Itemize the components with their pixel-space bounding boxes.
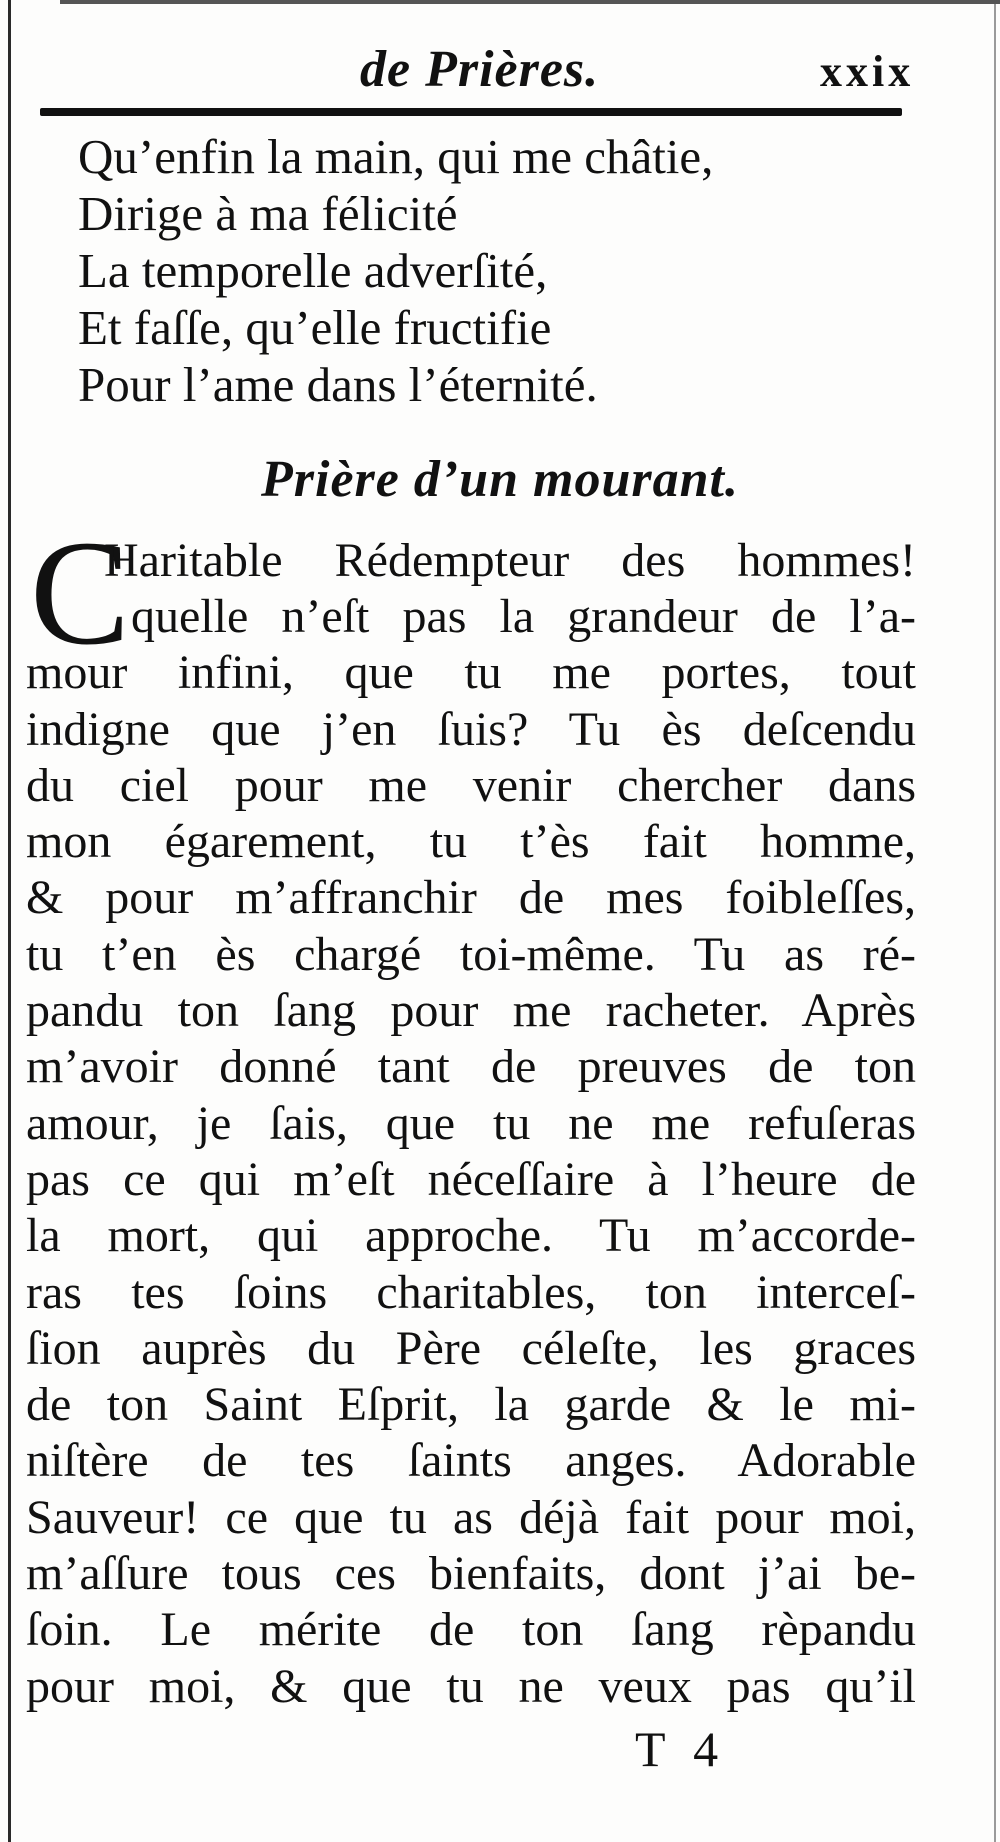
page-left-border — [8, 0, 11, 1842]
page-right-border — [994, 0, 996, 1842]
signature-mark: T 4 — [635, 1721, 727, 1777]
prose-line: pas ce qui m’eſt néceſſaire à l’heure de — [26, 1152, 916, 1206]
verse-line: Pour l’ame dans l’éternité. — [78, 357, 598, 412]
prose-line: m’aſſure tous ces bienfaits, dont j’ai be- — [26, 1547, 916, 1601]
page-header — [0, 40, 1000, 110]
page-top-edge — [60, 0, 1000, 4]
prose-line: mour infini, que tu me portes, tout — [26, 646, 916, 700]
verse-line: Et faſſe, qu’elle fructifie — [78, 300, 552, 355]
verse-line: Qu’enfin la main, qui me châtie, — [78, 129, 714, 184]
prose-line: ſion auprès du Père céleſte, les graces — [26, 1321, 916, 1375]
prose-line: Sauveur! ce que tu as déjà fait pour moi, — [26, 1490, 916, 1544]
prose-line: indigne que j’en ſuis? Tu ès deſcendu — [26, 702, 916, 756]
prose-line: quelle n’eſt pas la grandeur de l’a- — [131, 590, 916, 643]
prose-line: ſoin. Le mérite de ton ſang rèpandu — [26, 1603, 916, 1657]
page-number: xxix — [820, 47, 915, 96]
prose-line: du ciel pour me venir chercher dans — [26, 758, 916, 812]
prose-first-line: Haritable Rédempteur des hommes! — [104, 534, 916, 587]
prose-line: m’avoir donné tant de preuves de ton — [26, 1040, 916, 1094]
prose-body — [26, 589, 916, 1715]
prose-line: mon égarement, tu t’ès fait homme, — [26, 815, 916, 869]
drop-cap: C — [30, 510, 131, 676]
verse-line: Dirige à ma félicité — [78, 186, 458, 241]
prose-line: la mort, qui approche. Tu m’accorde- — [26, 1209, 916, 1263]
prose-line: pandu ton ſang pour me racheter. Après — [26, 984, 916, 1038]
verse-line: La temporelle adverſité, — [78, 243, 548, 298]
verse-block — [78, 128, 938, 413]
prose-line: de ton Saint Eſprit, la garde & le mi- — [26, 1378, 916, 1432]
prose-line: & pour m’affranchir de mes foibleſſes, — [26, 871, 916, 925]
prose-line: ras tes ſoins charitables, ton interceſ- — [26, 1265, 916, 1319]
prose-line: niſtère de tes ſaints anges. Adorable — [26, 1434, 916, 1488]
section-title: Prière d’un mourant. — [261, 451, 739, 508]
prose-line: tu t’en ès chargé toi-même. Tu as ré- — [26, 927, 916, 981]
prose-line: amour, je ſais, que tu ne me refuſeras — [26, 1096, 916, 1150]
prose-line: pour moi, & que tu ne veux pas qu’il — [26, 1659, 916, 1713]
running-head: de Prières. — [360, 41, 600, 98]
header-rule — [40, 108, 902, 116]
